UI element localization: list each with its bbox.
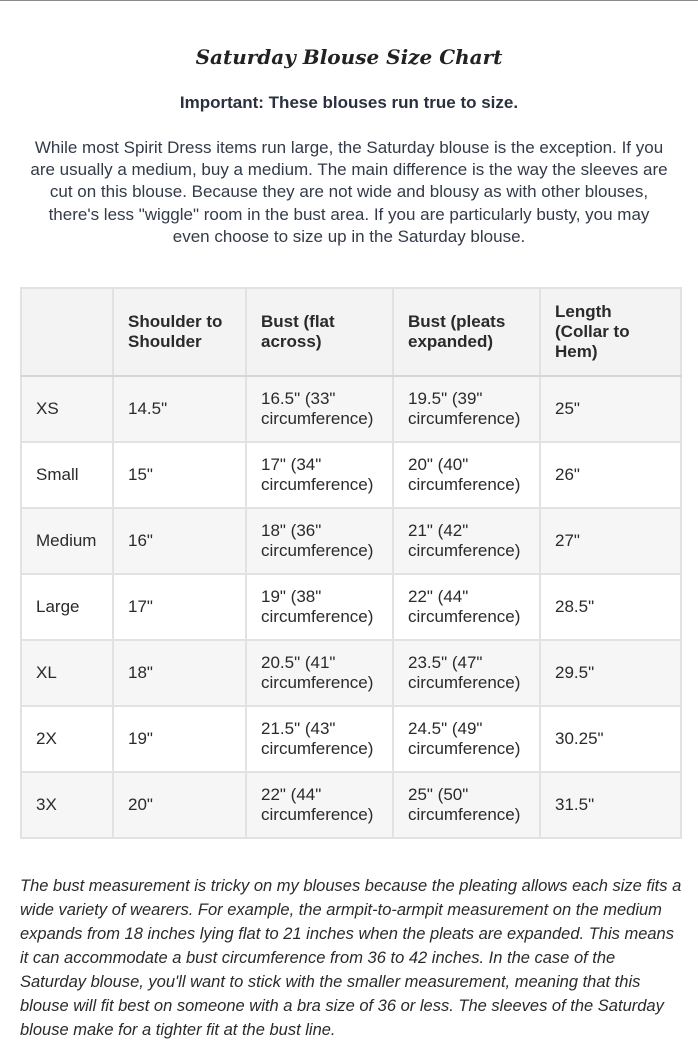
length-cell: 25" (540, 376, 681, 442)
shoulder-cell: 17" (113, 574, 246, 640)
size-cell: XS (21, 376, 113, 442)
shoulder-cell: 14.5" (113, 376, 246, 442)
header-shoulder: Shoulder to Shoulder (113, 288, 246, 376)
length-cell: 30.25" (540, 706, 681, 772)
length-cell: 28.5" (540, 574, 681, 640)
header-size (21, 288, 113, 376)
size-cell: 3X (21, 772, 113, 838)
size-cell: Large (21, 574, 113, 640)
size-chart-table (20, 287, 682, 839)
bust-flat-cell: 17" (34" circumference) (246, 442, 393, 508)
bust-flat-cell: 22" (44" circumference) (246, 772, 393, 838)
table-row (21, 508, 681, 574)
bust-expanded-cell: 24.5" (49" circumference) (393, 706, 540, 772)
table-row (21, 442, 681, 508)
bust-expanded-cell: 20" (40" circumference) (393, 442, 540, 508)
important-note: Important: These blouses run true to size. (179, 93, 519, 112)
table-row (21, 574, 681, 640)
header-length: Length (Collar to Hem) (540, 288, 681, 376)
bust-measurement-note: The bust measurement is tricky on my blouses because the pleating allows each size fits a wide variety of wearers. For example, the armpit-to-armpit measurement on the medium expands from 18 inches lying flat to 21 inches when the pleats are expanded. This means it can accommodate a bust circumference from 36 to 42 inches. In the case of the Saturday blouse, you'll want to stick with the smaller measurement, meaning that this blouse will fit best on someone with a bra size of 36 or less. The sleeves of the Saturday blouse make for a tighter fit at the bust line. (20, 877, 682, 1039)
size-cell: Small (21, 442, 113, 508)
length-cell: 27" (540, 508, 681, 574)
table-row (21, 706, 681, 772)
length-cell: 31.5" (540, 772, 681, 838)
table-row (21, 772, 681, 838)
page-title: Saturday Blouse Size Chart (195, 45, 503, 69)
top-divider (0, 0, 698, 1)
length-cell: 29.5" (540, 640, 681, 706)
table-header-row (21, 288, 681, 376)
bust-expanded-cell: 23.5" (47" circumference) (393, 640, 540, 706)
shoulder-cell: 20" (113, 772, 246, 838)
size-cell: 2X (21, 706, 113, 772)
table-row (21, 376, 681, 442)
bust-flat-cell: 20.5" (41" circumference) (246, 640, 393, 706)
header-bust-expanded: Bust (pleats expanded) (393, 288, 540, 376)
bust-expanded-cell: 25" (50" circumference) (393, 772, 540, 838)
length-cell: 26" (540, 442, 681, 508)
header-bust-flat: Bust (flat across) (246, 288, 393, 376)
bust-expanded-cell: 19.5" (39" circumference) (393, 376, 540, 442)
bust-expanded-cell: 22" (44" circumference) (393, 574, 540, 640)
shoulder-cell: 16" (113, 508, 246, 574)
intro-paragraph: While most Spirit Dress items run large, the Saturday blouse is the exception. If you are usually a medium, buy a medium. The main difference is the way the sleeves are cut on this blouse. Because they are not wide and blousy as with other blouses, there's less "wiggle" room in the bust area. If you are particularly busty, you may even choose to size up in the Saturday blouse. (30, 138, 668, 246)
bust-flat-cell: 19" (38" circumference) (246, 574, 393, 640)
size-cell: XL (21, 640, 113, 706)
table-row (21, 640, 681, 706)
bust-flat-cell: 16.5" (33" circumference) (246, 376, 393, 442)
shoulder-cell: 19" (113, 706, 246, 772)
bust-flat-cell: 18" (36" circumference) (246, 508, 393, 574)
shoulder-cell: 18" (113, 640, 246, 706)
bust-expanded-cell: 21" (42" circumference) (393, 508, 540, 574)
shoulder-cell: 15" (113, 442, 246, 508)
bust-flat-cell: 21.5" (43" circumference) (246, 706, 393, 772)
size-cell: Medium (21, 508, 113, 574)
